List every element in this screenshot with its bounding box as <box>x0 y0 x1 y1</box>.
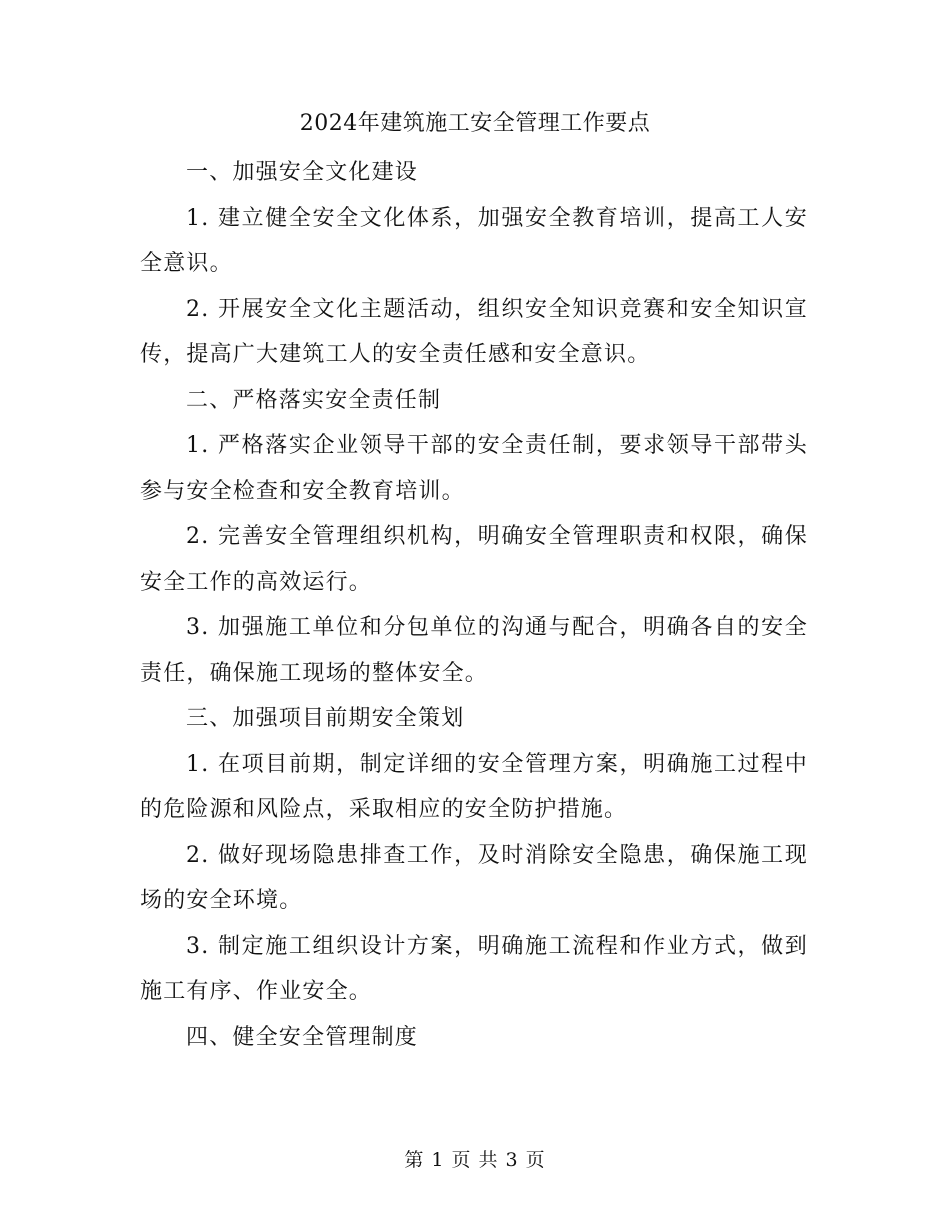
section-heading-1: 一、加强安全文化建设 <box>186 160 419 185</box>
section-heading-4: 四、健全安全管理制度 <box>186 1024 419 1050</box>
paragraph: 3. 加强施工单位和分包单位的沟通与配合，明确各自的安全责任，确保施工现场的整体安全。 <box>140 615 808 686</box>
paragraph: 1. 在项目前期，制定详细的安全管理方案，明确施工过程中的危险源和风险点，采取相应的安全防护措施。 <box>140 751 808 822</box>
document-title: 2024年建筑施工安全管理工作要点 <box>299 111 651 136</box>
document-body <box>140 150 808 1060</box>
paragraph: 2. 完善安全管理组织机构，明确安全管理职责和权限，确保安全工作的高效运行。 <box>140 524 808 595</box>
paragraph: 3. 制定施工组织设计方案，明确施工流程和作业方式，做到施工有序、作业安全。 <box>140 933 808 1004</box>
section-heading-2: 二、严格落实安全责任制 <box>186 387 442 413</box>
paragraph: 1. 建立健全安全文化体系，加强安全教育培训，提高工人安全意识。 <box>140 205 808 276</box>
section-heading-3: 三、加强项目前期安全策划 <box>186 706 465 731</box>
paragraph: 1. 严格落实企业领导干部的安全责任制，要求领导干部带头参与安全检查和安全教育培训。 <box>140 433 808 504</box>
page-number-footer: 第 1 页 共 3 页 <box>404 1149 546 1171</box>
paragraph: 2. 做好现场隐患排查工作，及时消除安全隐患，确保施工现场的安全环境。 <box>140 842 808 913</box>
paragraph: 2. 开展安全文化主题活动，组织安全知识竞赛和安全知识宣传，提高广大建筑工人的安全责任感和安全意识。 <box>140 296 808 367</box>
